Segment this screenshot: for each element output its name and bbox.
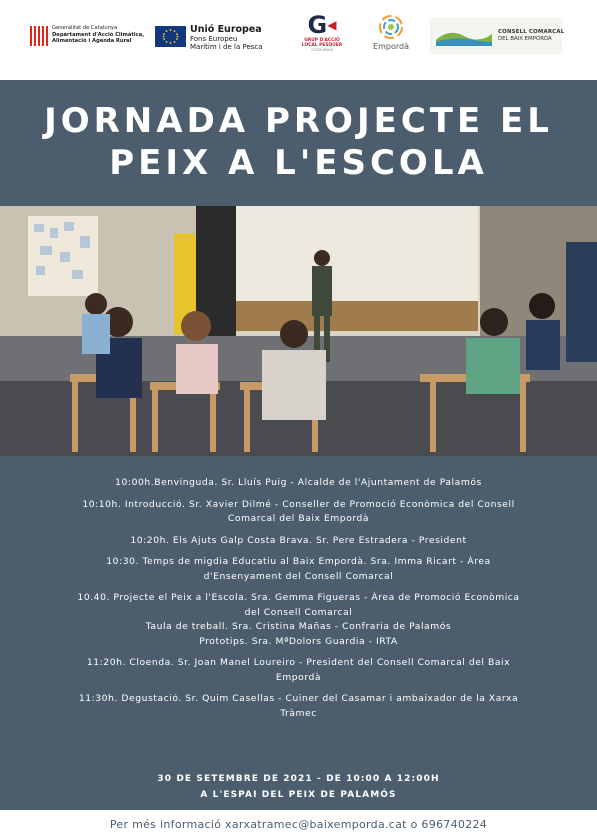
title-block [0,80,597,206]
program-line: Tràmec [280,707,317,719]
landscape-icon [434,24,494,48]
program-item [40,656,557,685]
event-photo [0,206,597,456]
program-line: 10:30. Temps de migdia Educatiu al Baix Empordà. Sra. Imma Ricart - Àrea [106,556,491,567]
galp-logo [294,12,350,66]
program-line: 10:00h.Benvinguda. Sr. Lluís Puig - Alcalde de l'Ajuntament de Palamós [115,477,482,488]
event-date: 30 DE SETEMBRE DE 2021 - DE 10:00 A 12:00H [157,774,440,784]
title-line2: PEIX A L'ESCOLA [109,143,488,183]
generalitat-line1: Generalitat de Catalunya [52,25,118,31]
galp-line2: LOCAL PESQUER [301,43,343,48]
logo-bar [0,0,597,80]
program-line: 11:20h. Cloenda. Sr. Joan Manel Loureiro - President del Consell Comarcal del Baix [86,657,511,668]
program-line: 10:10h. Introducció. Sr. Xavier Dilmé - Conseller de Promoció Econòmica del Consell [82,498,515,510]
emporda-label: Empordà [373,42,409,51]
program-item [40,498,557,527]
consell-comarcal-logo [430,18,565,54]
date-block [0,772,597,803]
page-title [0,100,597,184]
galp-line1: GRUP D'ACCIÓ [304,38,340,43]
program-item [40,591,557,649]
program-panel [0,456,597,810]
program-item [40,534,557,549]
generalitat-line2: Departament d'Acció Climàtica, [52,31,145,38]
generalitat-line3: Alimentació i Agenda Rural [52,38,132,45]
galp-line3: COSTA BRAVA [310,48,334,52]
program-line: Taula de treball. Sra. Cristina Mañas - Confraria de Palamós [145,621,452,632]
emporda-spiral-icon [378,14,404,40]
event-venue: A L'ESPAI DEL PEIX DE PALAMÓS [200,789,397,800]
program-line: 11:30h. Degustació. Sr. Quim Casellas - Cuiner del Casamar i ambaixador de la Xarxa [78,693,519,704]
program-line: 10.40. Projecte el Peix a l'Escola. Sra. Gemma Figueras - Àrea de Promoció Econòmica [77,592,520,603]
program-list [40,476,557,728]
title-line1: JORNADA PROJECTE EL [44,101,553,141]
eu-flag-icon [155,26,186,47]
consell-line2: DEL BAIX EMPORDÀ [498,36,552,42]
program-line: del Consell Comarcal [244,606,353,618]
program-line: 10:20h. Els Ajuts Galp Costa Brava. Sr. Pere Estradera - President [130,534,467,546]
footer [0,810,597,839]
program-line: d'Ensenyament del Consell Comarcal [203,570,394,582]
emporda-logo [368,14,414,58]
galp-fish-icon: G◀ [307,11,337,39]
generalitat-logo [30,24,150,50]
program-line: Prototips. Sra. MªDolors Guardia - IRTA [199,635,398,647]
eu-logo [155,24,280,50]
program-item [40,555,557,584]
program-line: Comarcal del Baix Empordà [227,513,370,524]
program-line: Empordà [275,671,322,683]
eu-line3: Marítim i de la Pesca [190,43,263,51]
program-item [40,476,557,491]
program-item [40,692,557,721]
consell-line1: CONSELL COMARCAL [498,29,565,35]
contact-info[interactable]: Per més informació xarxatramec@baixemporda.cat o 696740224 [109,818,488,831]
eu-line1: Unió Europea [190,24,262,35]
eu-line2: Fons Europeu [190,35,238,43]
senyera-icon [30,26,48,46]
